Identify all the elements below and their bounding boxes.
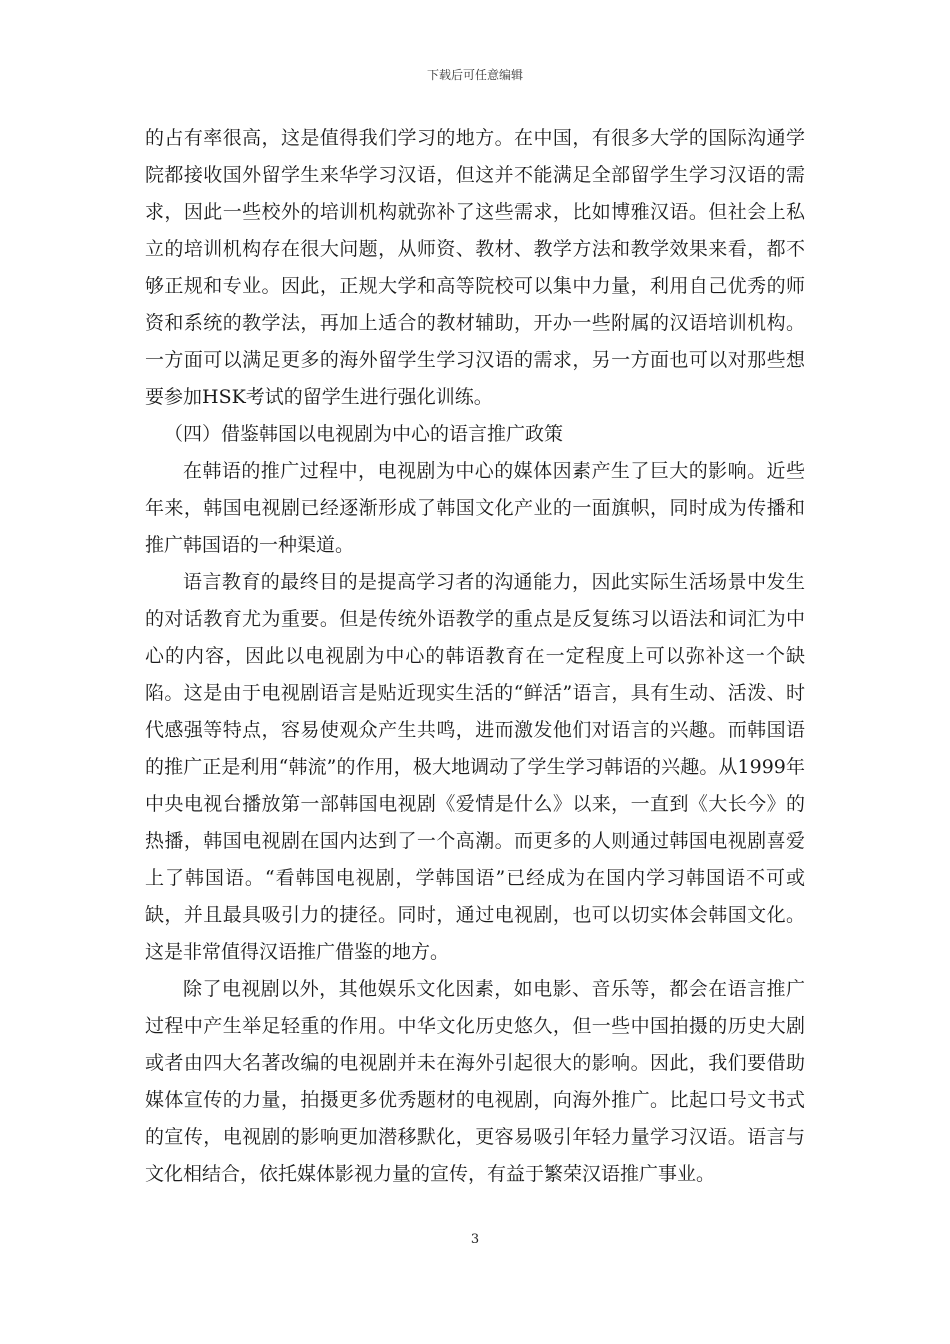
- page-number: 3: [470, 1232, 480, 1247]
- section-heading: （四）借鉴韩国以电视剧为中心的语言推广政策: [164, 423, 564, 445]
- paragraph: 除了电视剧以外，其他娱乐文化因素，如电影、音乐等，都会在语言推广过程中产生举足轻重的作用。中华文化历史悠久，但一些中国拍摄的历史大剧或者由四大名著改编的电视剧并未在海外引起很大的影响。因此，我们要借助媒体宣传的力量，拍摄更多优秀题材的电视剧，向海外推广。比起口号文书式的宣传，电视剧的影响更加潜移默化，更容易吸引年轻力量学习汉语。语言与文化相结合，依托媒体影视力量的宣传，有益于繁荣汉语推广事业。: [145, 978, 805, 1185]
- paragraph-continuation: 的占有率很高，这是值得我们学习的地方。在中国，有很多大学的国际沟通学院都接收国外留学生来华学习汉语，但这并不能满足全部留学生学习汉语的需求，因此一些校外的培训机构就弥补了这些需求，比如博雅汉语。但社会上私立的培训机构存在很大问题，从师资、教材、教学方法和教学效果来看，都不够正规和专业。因此，正规大学和高等院校可以集中力量，利用自己优秀的师资和系统的教学法，再加上适合的教材辅助，开办一些附属的汉语培训机构。一方面可以满足更多的海外留学生学习汉语的需求，另一方面也可以对那些想要参加HSK考试的留学生进行强化训练。: [145, 127, 805, 408]
- document-body: [145, 120, 805, 1193]
- paragraph: 语言教育的最终目的是提高学习者的沟通能力，因此实际生活场景中发生的对话教育尤为重要。但是传统外语教学的重点是反复练习以语法和词汇为中心的内容，因此以电视剧为中心的韩语教育在一定程度上可以弥补这一个缺陷。这是由于电视剧语言是贴近现实生活的“鲜活”语言，具有生动、活泼、时代感强等特点，容易使观众产生共鸣，进而激发他们对语言的兴趣。而韩国语的推广正是利用“韩流”的作用，极大地调动了学生学习韩语的兴趣。从1999年中央电视台播放第一部韩国电视剧《爱情是什么》以来，一直到《大长今》的热播，韩国电视剧在国内达到了一个高潮。而更多的人则通过韩国电视剧喜爱上了韩国语。“看韩国电视剧，学韩国语”已经成为在国内学习韩国语不可或缺，并且最具吸引力的捷径。同时，通过电视剧，也可以切实体会韩国文化。这是非常值得汉语推广借鉴的地方。: [145, 571, 805, 963]
- paragraph: 在韩语的推广过程中，电视剧为中心的媒体因素产生了巨大的影响。近些年来，韩国电视剧已经逐渐形成了韩国文化产业的一面旗帜，同时成为传播和推广韩国语的一种渠道。: [145, 460, 805, 556]
- page-header: 下载后可任意编辑: [426, 68, 523, 82]
